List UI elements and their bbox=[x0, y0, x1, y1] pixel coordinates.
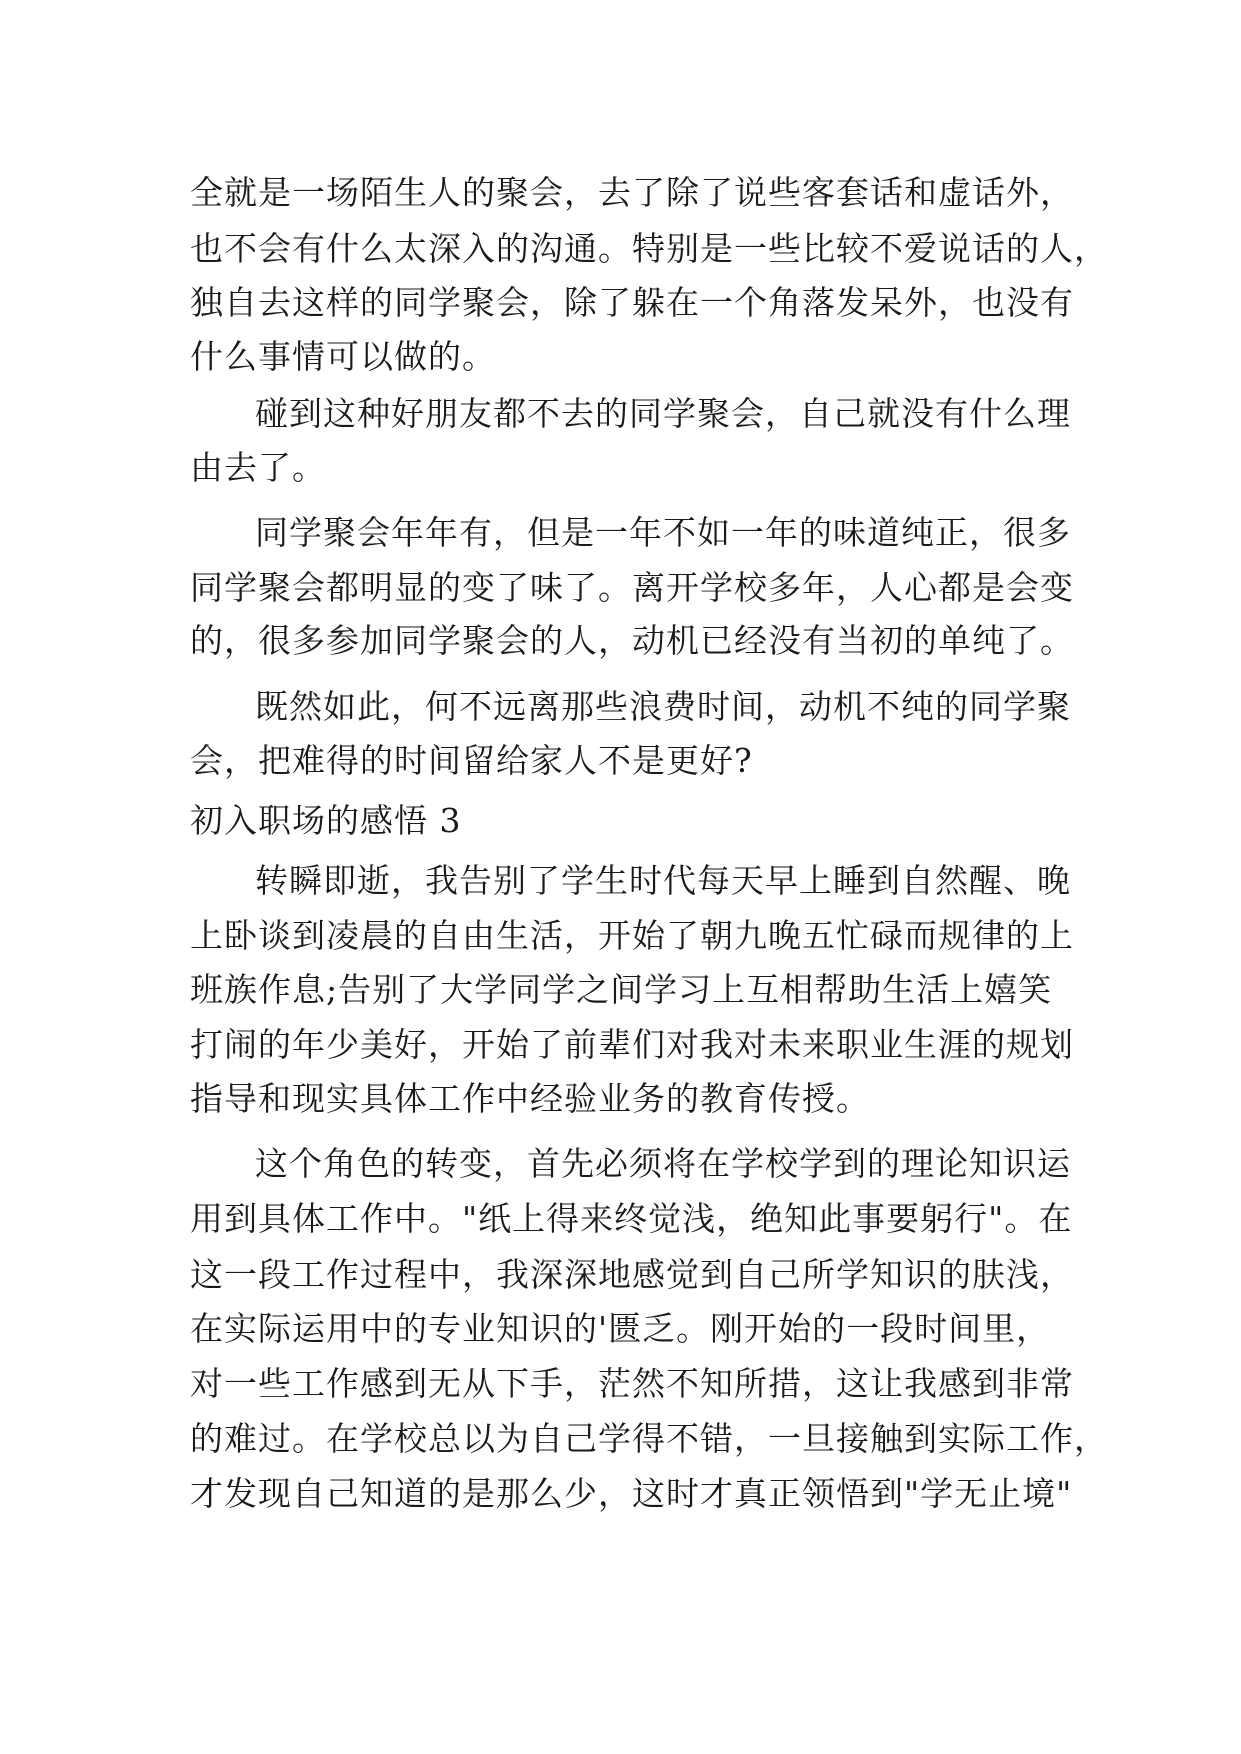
body-text-line: 什么事情可以做的。 bbox=[190, 337, 496, 376]
body-text-line: 独自去这样的同学聚会，除了躲在一个角落发呆外，也没有 bbox=[190, 283, 1074, 322]
body-text-line: 对一些工作感到无从下手，茫然不知所措，这让我感到非常 bbox=[190, 1364, 1074, 1403]
body-text-line: 的，很多参加同学聚会的人，动机已经没有当初的单纯了。 bbox=[190, 621, 1074, 660]
body-text-line: 上卧谈到凌晨的自由生活，开始了朝九晚五忙碌而规律的上 bbox=[190, 916, 1074, 955]
paragraph-first-line: 同学聚会年年有，但是一年不如一年的味道纯正，很多 bbox=[255, 513, 1071, 552]
body-text-line: 的难过。在学校总以为自己学得不错，一旦接触到实际工作， bbox=[190, 1419, 1108, 1458]
body-text-line: 用到具体工作中。"纸上得来终觉浅，绝知此事要躬行"。在 bbox=[190, 1199, 1073, 1238]
section-heading: 初入职场的感悟 3 bbox=[190, 801, 462, 840]
body-text-line: 在实际运用中的专业知识的'匮乏。刚开始的一段时间里， bbox=[190, 1309, 1051, 1348]
paragraph-first-line: 既然如此，何不远离那些浪费时间，动机不纯的同学聚 bbox=[255, 687, 1071, 726]
body-text-line: 由去了。 bbox=[190, 448, 326, 487]
body-text-line: 打闹的年少美好，开始了前辈们对我对未来职业生涯的规划 bbox=[190, 1025, 1074, 1064]
body-text-line: 也不会有什么太深入的沟通。特别是一些比较不爱说话的人， bbox=[190, 229, 1108, 268]
body-text-line: 会，把难得的时间留给家人不是更好? bbox=[190, 741, 753, 780]
body-text-line: 这一段工作过程中，我深深地感觉到自己所学知识的肤浅， bbox=[190, 1255, 1074, 1294]
body-text-line: 全就是一场陌生人的聚会，去了除了说些客套话和虚话外， bbox=[190, 173, 1074, 212]
body-text-line: 指导和现实具体工作中经验业务的教育传授。 bbox=[190, 1079, 870, 1118]
body-text-line: 班族作息;告别了大学同学之间学习上互相帮助生活上嬉笑 bbox=[190, 970, 1053, 1009]
paragraph-first-line: 碰到这种好朋友都不去的同学聚会，自己就没有什么理 bbox=[255, 394, 1071, 433]
paragraph-first-line: 这个角色的转变，首先必须将在学校学到的理论知识运 bbox=[255, 1144, 1071, 1183]
body-text-line: 同学聚会都明显的变了味了。离开学校多年，人心都是会变 bbox=[190, 568, 1074, 607]
paragraph-first-line: 转瞬即逝，我告别了学生时代每天早上睡到自然醒、晚 bbox=[255, 861, 1071, 900]
body-text-line: 才发现自己知道的是那么少，这时才真正领悟到"学无止境" bbox=[190, 1474, 1073, 1513]
